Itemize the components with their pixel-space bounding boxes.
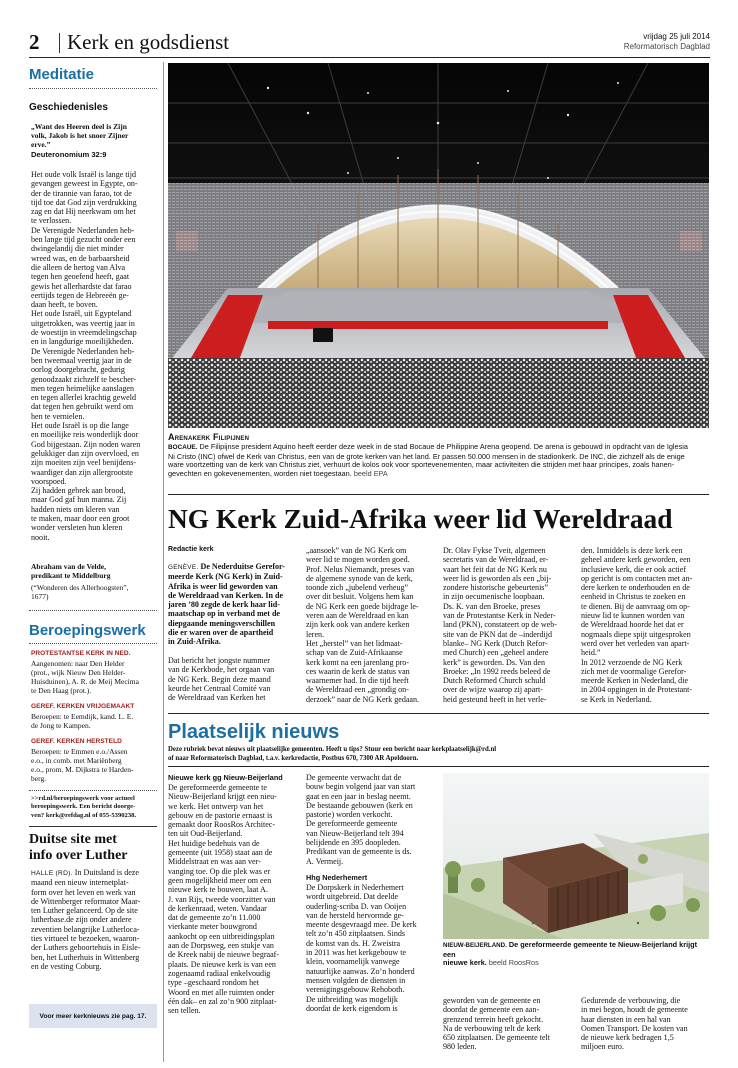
ngk-col4: den. Inmiddels is deze kerk een geheel andere kerk geworden, een inclusieve kerk, die er ook actief op gericht is om contacten met an- dere kerken te onderhouden en de eenheid in Christus te zoeken en te dienen. Bij de aanvraag om op- nieuw lid te kunnen worden van de Wereldraad hoorde het dat er nogmaals diepe spijt uitgesproken werd over het verleden van apart- heid.” In 2012 verzoende de NG Kerk zich met de voormalige Gerefor- meerde Kerken in Nederland, die in 2004 opgingen in de Protestant- se Kerk in Nederland. bbox=[581, 546, 693, 704]
arena-caption bbox=[168, 443, 709, 487]
beroep-lines-1: Aangenomen: naar Den Helder (prot., wijk Nieuw Den Helder- Huisduinen), A. R. de Meij Mecima te Den Haag (prot.). bbox=[31, 659, 139, 695]
rule-2 bbox=[168, 713, 709, 714]
page-number: 2 bbox=[29, 30, 40, 54]
section-title: Kerk en godsdienst bbox=[67, 30, 230, 54]
meditatie-heading: Meditatie bbox=[29, 66, 95, 83]
meditatie-title: Geschiedenisles bbox=[29, 102, 108, 113]
arena-caption-title: Arenakerk Filipijnen bbox=[168, 432, 250, 442]
a1-body: De gereformeerde gemeente te Nieuw-Beijerland krijgt een nieu- we kerk. Het ontwerp van het gebouw en de pastorie ernaast is gemaakt door RoosRos Architec- ten uit Oud-Beijerland. Het huidige bedehuis van de gemeente (uit 1958) staat aan de Middelstraat en was aan ver- vanging toe. Op die plek was er geen mogelijkheid meer om een nieuwe kerk te bouwen, laat A. J. van Rijs, tweede voorzitter van de kerkenraad, weten. Vandaar dat de gemeente zo’n 11.000 vierkante meter bouwgrond aankocht op een uitbreidingsplan aan de Dorpsweg, een stukje van de Kreek nabij de nieuwe begraaf- plaats. De nieuwe kerk is van een zogenaamd radiaal enkelvoudig type –geschaard rondom het Woord en met alle ruimten onder één dak– en zal zo’n 900 zitplaat- sen tellen. bbox=[168, 783, 280, 1016]
header-rule bbox=[29, 57, 710, 58]
plaatselijk-intro: Deze rubriek bevat nieuws uit plaatselijke gemeenten. Heeft u tips? Stuur een bericht naar kerkplaatselijk@rd.nl of naar Reformatorisch Dagblad, t.a.v. kerkredactie, Postbus 670, 7300 AR Apeldoorn. bbox=[168, 746, 497, 762]
ngk-col1-body: Dat bericht het jongste nummer van de Kerkbode, het orgaan van de NG Kerk. Begin deze maand keurde het Centraal Comité van de Wereldraad van Kerken het bbox=[168, 656, 275, 703]
beroepingswerk-heading: Beroepingswerk bbox=[29, 622, 146, 639]
meditatie-body: Het oude volk Israël is lange tijd gevangen geweest in Egypte, on- der de tirannie van farao, tot de tijd toe dat God zijn verdrukking zag en dat Hij neerkwam om het te verlossen. De Verenigde Nederlanden heb- ben lange tijd gezucht onder een dwingelandij die niet minder wreed was, en de barbaarsheid die alleen de hertog van Alva tegen hen geoefend heeft, gaat gewis het allerhardste dat farao eertijds tegen de Hebreeën ge- daan heeft, te boven. Het oude Israël, uit Egypteland uitgetrokken, was veertig jaar in de woestijn in vreemdelingschap en in langdurige moeilijkheden. De Verenigde Nederlanden heb- ben tweemaal veertig jaar in de oorlog doorgebracht, gedurig genoodzaakt zichzelf te bescher- men tegen heimelijke aanslagen en tegen allerlei krachtig geweld dat tegen hen gebruikt werd om hen te vernielen. Het oude Israël is op die lange en moeilijke reis wonderlijk door God bijgestaan. Zijn noden waren gelukkiger dan zijn overvloed, en zijn moeiten zijn veel benijdens- waardiger dan zijn allergrootste voorspoed. Zij hadden gebrek aan brood, maar God gaf hun manna. Zij hadden niets om kleren van te maken, maar door een groot wonder versleten hun kleren nooit. bbox=[31, 170, 141, 542]
meditatie-reference: Deuteronomium 32:9 bbox=[31, 150, 107, 159]
duitse-dateline: HALLE (RD). bbox=[31, 870, 73, 877]
duitse-text: In Duitsland is deze maand een nieuw internetplat- form over het leven en werk van de Wittenberger reformator Maar- ten Luther gelanceerd. Op de site lutherbase.de zijn onder andere zeventien belangrijke Lutherloca- ties virtueel te bezoeken, waaron- der Luthers geboortehuis in Eisle- ben, het Lutherhuis in Wittenberg en de vesting Coburg. bbox=[31, 868, 141, 971]
ngk-col1-lead bbox=[168, 562, 299, 646]
a2-col4: Gedurende de verbouwing, die in mei begon, houdt de gemeente haar diensten in een hal van Oomen Transport. De kosten van de nieuwe kerk bedragen 1,5 miljoen euro. bbox=[581, 996, 688, 1052]
ngk-col2: „aansoek” van de NG Kerk om weer lid te mogen worden goed. Prof. Nelus Niemandt, preses van de algemene synode van de kerk, toonde zich „jubelend verheug” over dit besluit. Volgens hem kan de NG Kerk een goede bijdrage le- veren aan de Wereldraad en kan zijn kerk ook van andere kerken leren. Het „herstel” van het lidmaat- schap van de Zuid-Afrikaanse kerk komt na een jarenlang pro- ces waarin de kerk de status van waarnemer had. In die tijd heeft de Wereldraad een „grondig on- derzoek” naar de NG Kerk gedaan. bbox=[306, 546, 420, 704]
beroep-lines-3: Beroepen: te Emmen e.o./Assen e.o., in comb. met Mariënberg e.o., prom. M. Dijkstra te Harden- berg. bbox=[31, 747, 134, 783]
arena-illustration bbox=[168, 63, 709, 428]
beroep-church-2: GEREF. KERKEN VRIJGEMAAKT bbox=[31, 703, 135, 710]
header-date: vrijdag 25 juli 2014 bbox=[643, 32, 710, 41]
church-render-photo bbox=[443, 773, 709, 939]
church-caption-place: NIEUW-BEIJERLAND. bbox=[443, 942, 507, 949]
church-caption bbox=[443, 940, 709, 968]
beroep-footer: >>rd.nl/beroepingswerk voor actueel beroepingswerk. Een bericht doorge- ven? kerk@refdag.nl of 055-5390238. bbox=[31, 795, 137, 819]
sidebar bbox=[29, 62, 159, 1062]
more-news-box bbox=[29, 1004, 157, 1028]
ngk-dateline: GENÈVE. bbox=[168, 564, 199, 571]
beroep-church-3: GEREF. KERKEN HERSTELD bbox=[31, 738, 122, 745]
church-caption-credit: beeld RoosRos bbox=[488, 958, 539, 968]
plaatselijk-heading: Plaatselijk nieuws bbox=[168, 721, 340, 743]
arena-caption-credit: beeld EPA bbox=[353, 468, 388, 478]
rule-1 bbox=[168, 494, 709, 495]
a2-title: Hhg Nederhemert bbox=[306, 873, 368, 882]
church-render-illustration bbox=[443, 773, 709, 939]
meditatie-author: Abraham van de Velde, predikant te Middelburg bbox=[31, 562, 111, 580]
arena-caption-text: De Filipijnse president Aquino heeft eerder deze week in de stad Bocaue de Philippine Arena geopend. De arena is gebouwd in opdracht van de Iglesia Ni Cristo (INC) ofwel de Kerk van Christus, een van de grote kerken van het land. Er passen 50.000 mensen in de stadionkerk. De INC, die zichzelf als de enige ware voortzetting van de kerk van Christus ziet, verhuurt de kolos ook voor sportevenementen, maar activiteiten die strijden met haar principes, zoals hanen- gevechten en gokevenementen, worden niet toegestaan. bbox=[168, 442, 688, 478]
a1-title: Nieuwe kerk gg Nieuw-Beijerland bbox=[168, 773, 283, 782]
arena-caption-place: BOCAUE. bbox=[168, 444, 198, 451]
meditatie-source: (“Wonderen des Allerhoogsten”, 1677) bbox=[31, 583, 129, 601]
arena-photo bbox=[168, 63, 709, 428]
meditatie-quote: „Want des Heeren deel is Zijn volk, Jakob is het snoer Zijner erve.” bbox=[31, 122, 129, 149]
ngk-byline: Redactie kerk bbox=[168, 546, 214, 553]
ngk-lead: De Nederduitse Gerefor- meerde Kerk (NG Kerk) in Zuid- Afrika is weer lid geworden van de Wereldraad van Kerken. In de jaren ’80 zegde de kerk haar lid- maatschap op in verband met de diepgaande meningsverschillen die er waren over de apartheid in Zuid-Afrika. bbox=[168, 562, 285, 647]
ngk-col3: Dr. Olav Fykse Tveit, algemeen secretaris van de Wereldraad, er- vaart het feit dat de NG Kerk nu weer lid is geworden als een „bij- zondere historische gebeurtenis” in zijn oecumenische loopbaan. Ds. K. van den Broeke, preses van de Protestantse Kerk in Neder- land (PKN), constateert op de web- site van de PKN dat de –inderdijd blanke– NG Kerk (Dutch Refor- med Church) een „geheel andere kerk” is geworden. Ds. Van den Broeke: „In 1992 reeds beleed de Dutch Reformed Church schuld over de wijze waarop zij apart- heid gesteund heeft in het verle- bbox=[443, 546, 557, 704]
ngk-headline: NG Kerk Zuid-Afrika weer lid Wereldraad bbox=[168, 504, 673, 534]
more-news: Voor meer kerknieuws zie pag. 17. bbox=[39, 1012, 147, 1020]
a2-body: De Dorpskerk in Nederhemert wordt uitgebreid. Dat deelde ouderling-scriba D. van Ooijen van de hersteld hervormde ge- meente desgevraagd mee. De kerk telt zo’n 450 zitplaatsen. Sinds de komst van ds. H. Zweistra in 2011 was het kerkgebouw te klein, voornamelijk vanwege natuurlijke aanwas. Zo’n honderd mensen volgden de diensten in verenigingsgebouw Rehoboth. De uitbreiding was mogelijk doordat de kerk eigendom is bbox=[306, 883, 417, 1013]
duitse-title: Duitse site met info over Luther bbox=[29, 832, 128, 863]
beroep-church-1: PROTESTANTSE KERK IN NED. bbox=[31, 650, 131, 657]
rule-3 bbox=[168, 766, 709, 767]
church-caption-text: De gereformeerde gemeente te Nieuw-Beijerland krijgt een nieuwe kerk. bbox=[443, 940, 698, 968]
duitse-body bbox=[31, 868, 159, 978]
beroep-lines-2: Beroepen: te Eemdijk, kand. L. E. de Jong te Kampen. bbox=[31, 712, 134, 730]
header-divider bbox=[59, 33, 60, 53]
sidebar-divider bbox=[163, 62, 164, 1062]
header-paper: Reformatorisch Dagblad bbox=[623, 42, 710, 51]
a2-col3: geworden van de gemeente en doordat de gemeente een aan- grenzend terrein heeft gekocht. Na de verbouwing telt de kerk 650 zitplaatsen. De gemeente telt 980 leden. bbox=[443, 996, 551, 1052]
a1-col2: De gemeente verwacht dat de bouw begin volgend jaar van start gaat en een jaar in beslag neemt. De bestaande gebouwen (kerk en pastorie) worden verkocht. De gereformeerde gemeente van Nieuw-Beijerland telt 394 belijdende en 395 doopleden. Predikant van de gemeente is ds. A. Vermeij. bbox=[306, 773, 416, 866]
